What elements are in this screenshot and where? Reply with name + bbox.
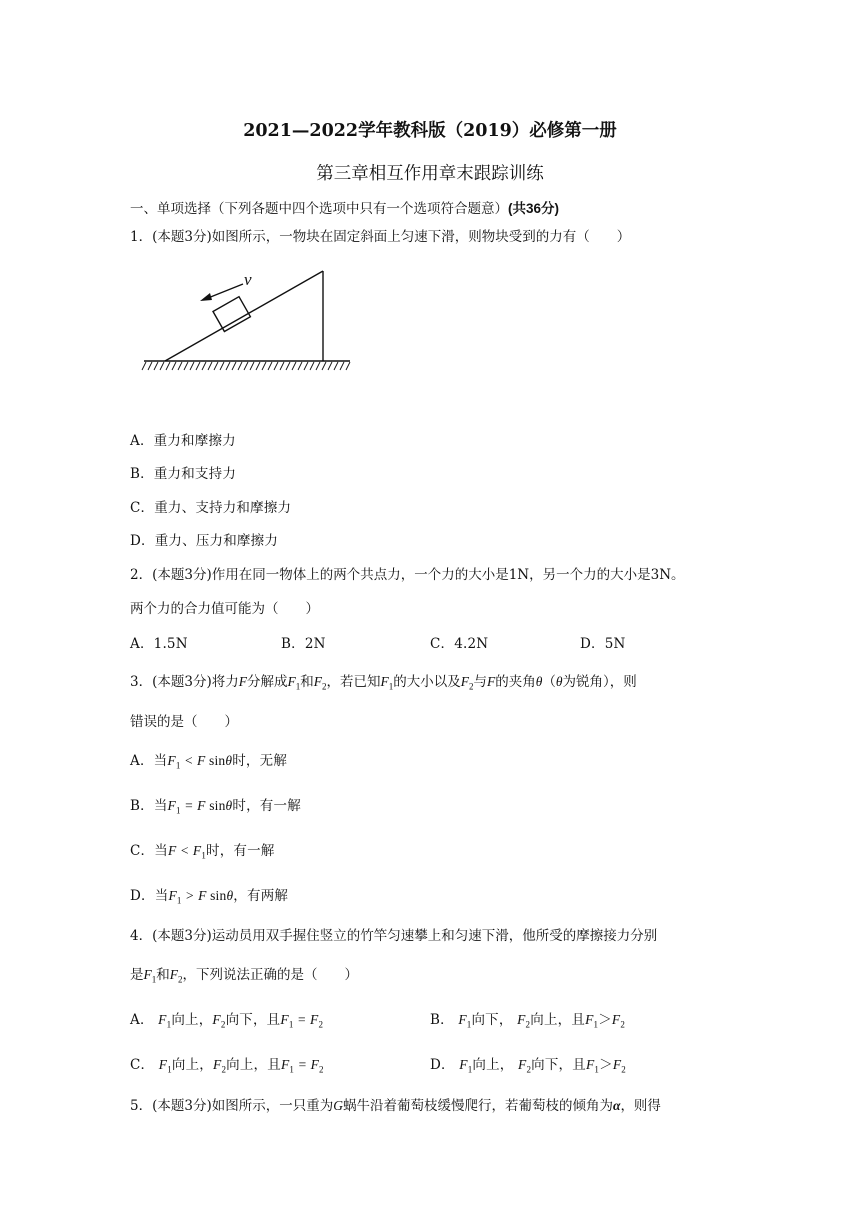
- q1-option-b: B．重力和支持力: [130, 466, 237, 482]
- q1-option-c: C．重力、支持力和摩擦力: [130, 500, 292, 516]
- question-3-stem-line1: 3．(本题3分)将力F分解成$F_1$和$F_2$，若已知$F_1$的大小以及$F_2$与F的夹角θ（θ为锐角），则: [130, 674, 637, 692]
- question-5-stem-line1: 5．(本题3分)如图所示，一只重为G蜗牛沿着葡萄枝缓慢爬行，若葡萄枝的倾角为α，则得: [130, 1098, 661, 1114]
- q4-option-b: B． $F_1$向下， $F_2$向上，且$F_1>F_2$: [430, 1012, 626, 1030]
- q1-option-d: D．重力、压力和摩擦力: [130, 533, 279, 549]
- velocity-arrowhead: [200, 293, 212, 301]
- q3-option-b: B．当$F_1 = F$ sinθ时，有一解: [130, 798, 301, 816]
- incline-figure: [140, 264, 355, 374]
- q3-option-a: A．当$F_1 < F$ sinθ时，无解: [130, 753, 288, 771]
- section-heading: [130, 197, 559, 217]
- f1-symbol: $F_1$: [287, 674, 301, 692]
- q4-option-a: A． $F_1$向上，$F_2$向下，且$F_1 = F_2$: [130, 1012, 324, 1030]
- question-1-stem: 1．(本题3分)如图所示，一物块在固定斜面上匀速下滑，则物块受到的力有（ ）: [130, 229, 631, 245]
- question-2-stem-line1: 2．(本题3分)作用在同一物体上的两个共点力，一个力的大小是1N，另一个力的大小是3N。: [130, 567, 685, 583]
- question-3-stem-line2: 错误的是（ ）: [130, 714, 238, 730]
- q3-option-c: C．当$F < F_1$时，有一解: [130, 843, 275, 861]
- q1-option-a: A．重力和摩擦力: [130, 433, 236, 449]
- velocity-label: v: [244, 270, 252, 289]
- f2-symbol: $F_2$: [313, 674, 327, 692]
- q2-option-b: B．2N: [281, 636, 326, 652]
- q2-option-a: A．1.5N: [130, 636, 188, 652]
- document-title-line2: 第三章相互作用章末跟踪训练: [316, 164, 544, 184]
- q2-option-c: C．4.2N: [430, 636, 489, 652]
- ground-hatching: [142, 362, 350, 370]
- question-2-stem-line2: 两个力的合力值可能为（ ）: [130, 601, 319, 617]
- q4-option-d: D． $F_1$向上， $F_2$向下，且$F_1>F_2$: [430, 1057, 626, 1075]
- question-4-stem-line2: 是$F_1$和$F_2$，下列说法正确的是（ ）: [130, 967, 358, 985]
- q2-option-d: D．5N: [580, 636, 626, 652]
- section-heading-score: (共36分): [508, 201, 560, 216]
- document-title-line1: 2021—2022学年教科版（2019）必修第一册: [243, 121, 617, 141]
- q4-option-c: C． $F_1$向上，$F_2$向上，且$F_1 = F_2$: [130, 1057, 324, 1075]
- sliding-block: [213, 297, 250, 332]
- section-heading-text: 一、单项选择（下列各题中四个选项中只有一个选项符合题意）: [130, 201, 508, 217]
- q3-option-d: D．当$F_1 > F$ sinθ，有两解: [130, 888, 289, 906]
- question-4-stem-line1: 4．(本题3分)运动员用双手握住竖立的竹竿匀速攀上和匀速下滑，他所受的摩擦接力分别: [130, 928, 658, 944]
